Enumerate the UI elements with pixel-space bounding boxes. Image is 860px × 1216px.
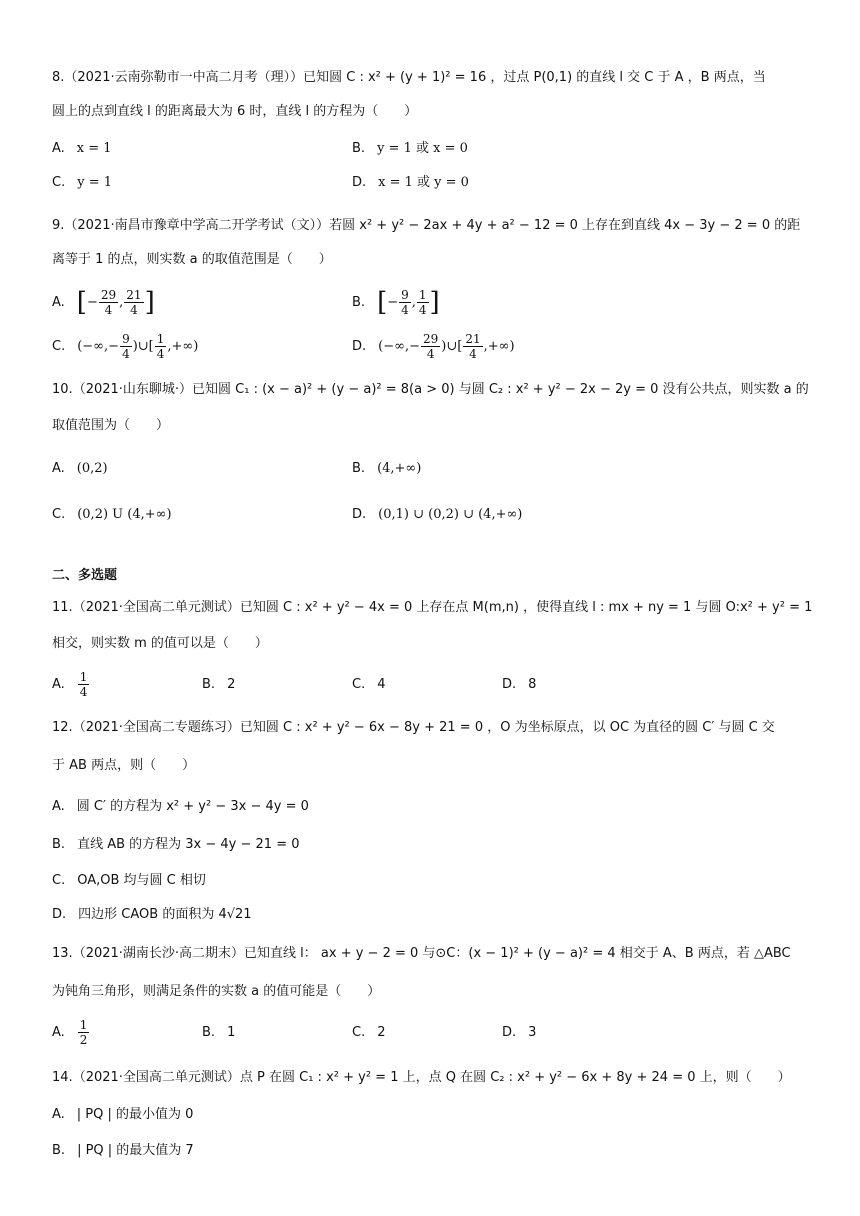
option-14a: A. | PQ | 的最小值为 0 xyxy=(52,1107,194,1122)
section-header: 二、多选题 xyxy=(52,568,118,583)
fraction: $\frac{1}{2}$ xyxy=(79,1018,88,1047)
option-8a: A. x = 1 xyxy=(52,141,112,156)
option-8c: C. y = 1 xyxy=(52,175,112,190)
option-10b: B. (4,+∞) xyxy=(352,461,422,476)
option-12b: B. 直线 AB 的方程为 3x − 4y − 21 = 0 xyxy=(52,837,300,852)
question-9-stem-line2: 离等于 1 的点，则实数 a 的取值范围是（ ） xyxy=(52,252,332,267)
option-12a: A. 圆 C′ 的方程为 x² + y² − 3x − 4y = 0 xyxy=(52,799,309,814)
question-12-stem-line1 xyxy=(52,718,812,738)
question-text: （2021·山东聊城·）已知圆 C₁ : (x − a)² + (y − a)² = 8(a > 0) 与圆 C₂ : x² + y² − 2x − 2y = 0 没有公共点，则实数 a 的 xyxy=(72,382,809,397)
question-10-stem-line2: 取值范围为（ ） xyxy=(52,418,170,433)
option-10a: A. (0,2) xyxy=(52,461,108,476)
question-text: （2021·云南弥勒市一中高二月考（理））已知圆 C : x² + (y + 1)² = 16 ，过点 P(0,1) 的直线 l 交 C 于 A ，B 两点，当 xyxy=(64,70,766,85)
option-9a: A. [− $\frac{29}{4}$ , $\frac{21}{4}$ ] xyxy=(52,287,155,318)
question-11-stem-line1 xyxy=(52,598,812,618)
option-8d: D. x = 1 或 y = 0 xyxy=(352,175,469,190)
question-11-stem-line2: 相交，则实数 m 的值可以是（ ） xyxy=(52,636,268,651)
option-11d: D. 8 xyxy=(502,677,537,692)
fraction: $\frac{1}{4}$ xyxy=(79,670,88,699)
question-number: 9. xyxy=(52,218,65,233)
option-12d: D. 四边形 CAOB 的面积为 4√21 xyxy=(52,907,252,922)
question-13-stem-line2: 为钝角三角形，则满足条件的实数 a 的值可能是（ ） xyxy=(52,984,381,999)
fraction: $\frac{21}{4}$ xyxy=(465,332,481,361)
question-number: 8. xyxy=(52,70,65,85)
option-11a: A. $\frac{1}{4}$ xyxy=(52,670,88,699)
question-text: （2021·全国高二专题练习）已知圆 C : x² + y² − 6x − 8y + 21 = 0 ，O 为坐标原点，以 OC 为直径的圆 C′ 与圆 C 交 xyxy=(72,720,775,735)
question-number: 13. xyxy=(52,946,73,961)
question-number: 14. xyxy=(52,1070,73,1085)
question-text: （2021·全国高二单元测试）已知圆 C : x² + y² − 4x = 0 上存在点 M(m,n) ，使得直线 l : mx + ny = 1 与圆 O:x² + y² = 1 xyxy=(72,600,813,615)
option-13a: A. $\frac{1}{2}$ xyxy=(52,1018,88,1047)
option-14b: B. | PQ | 的最大值为 7 xyxy=(52,1143,194,1158)
question-text: （2021·全国高二单元测试）点 P 在圆 C₁ : x² + y² = 1 上，点 Q 在圆 C₂ : x² + y² − 6x + 8y + 24 = 0 上，则（ ） xyxy=(72,1070,791,1085)
option-9c: C. (−∞,− $\frac{9}{4}$ )∪[ $\frac{1}{4}$ ,+∞) xyxy=(52,332,199,361)
option-10c: C. (0,2) U (4,+∞) xyxy=(52,507,172,522)
question-number: 10. xyxy=(52,382,73,397)
fraction: $\frac{9}{4}$ xyxy=(401,288,409,317)
option-11c: C. 4 xyxy=(352,677,386,692)
question-12-stem-line2: 于 AB 两点，则（ ） xyxy=(52,758,196,773)
option-13d: D. 3 xyxy=(502,1025,537,1040)
option-8b: B. y = 1 或 x = 0 xyxy=(352,141,468,156)
question-13-stem-line1 xyxy=(52,944,812,964)
question-text: （2021·湖南长沙·高二期末）已知直线 l： ax + y − 2 = 0 与⊙C：(x − 1)² + (y − a)² = 4 相交于 A、B 两点，若 △ABC xyxy=(72,946,791,961)
question-10-stem-line1 xyxy=(52,380,812,400)
option-10d: D. (0,1) ∪ (0,2) ∪ (4,+∞) xyxy=(352,507,523,522)
question-8-stem-line1 xyxy=(52,68,812,88)
question-number: 11. xyxy=(52,600,73,615)
question-text: （2021·南昌市豫章中学高二开学考试（文））若圆 x² + y² − 2ax + 4y + a² − 12 = 0 上存在到直线 4x − 3y − 2 = 0 的距 xyxy=(64,218,801,233)
option-13c: C. 2 xyxy=(352,1025,386,1040)
fraction: $\frac{1}{4}$ xyxy=(418,288,427,317)
fraction: $\frac{29}{4}$ xyxy=(100,288,117,317)
fraction: $\frac{29}{4}$ xyxy=(423,332,439,361)
fraction: $\frac{21}{4}$ xyxy=(126,288,142,317)
question-9-stem-line1 xyxy=(52,216,812,236)
question-8-stem-line2: 圆上的点到直线 l 的距离最大为 6 时，直线 l 的方程为（ ） xyxy=(52,104,418,119)
option-11b: B. 2 xyxy=(202,677,236,692)
fraction: $\frac{9}{4}$ xyxy=(122,332,130,361)
question-14-stem-line1 xyxy=(52,1068,812,1088)
option-13b: B. 1 xyxy=(202,1025,236,1040)
option-9d: D. (−∞,− $\frac{29}{4}$ )∪[ $\frac{21}{4}$ ,+∞) xyxy=(352,332,515,361)
option-9b: B. [− $\frac{9}{4}$ , $\frac{1}{4}$ ] xyxy=(352,287,440,318)
question-number: 12. xyxy=(52,720,73,735)
fraction: $\frac{1}{4}$ xyxy=(156,332,165,361)
option-12c: C. OA,OB 均与圆 C 相切 xyxy=(52,873,206,888)
